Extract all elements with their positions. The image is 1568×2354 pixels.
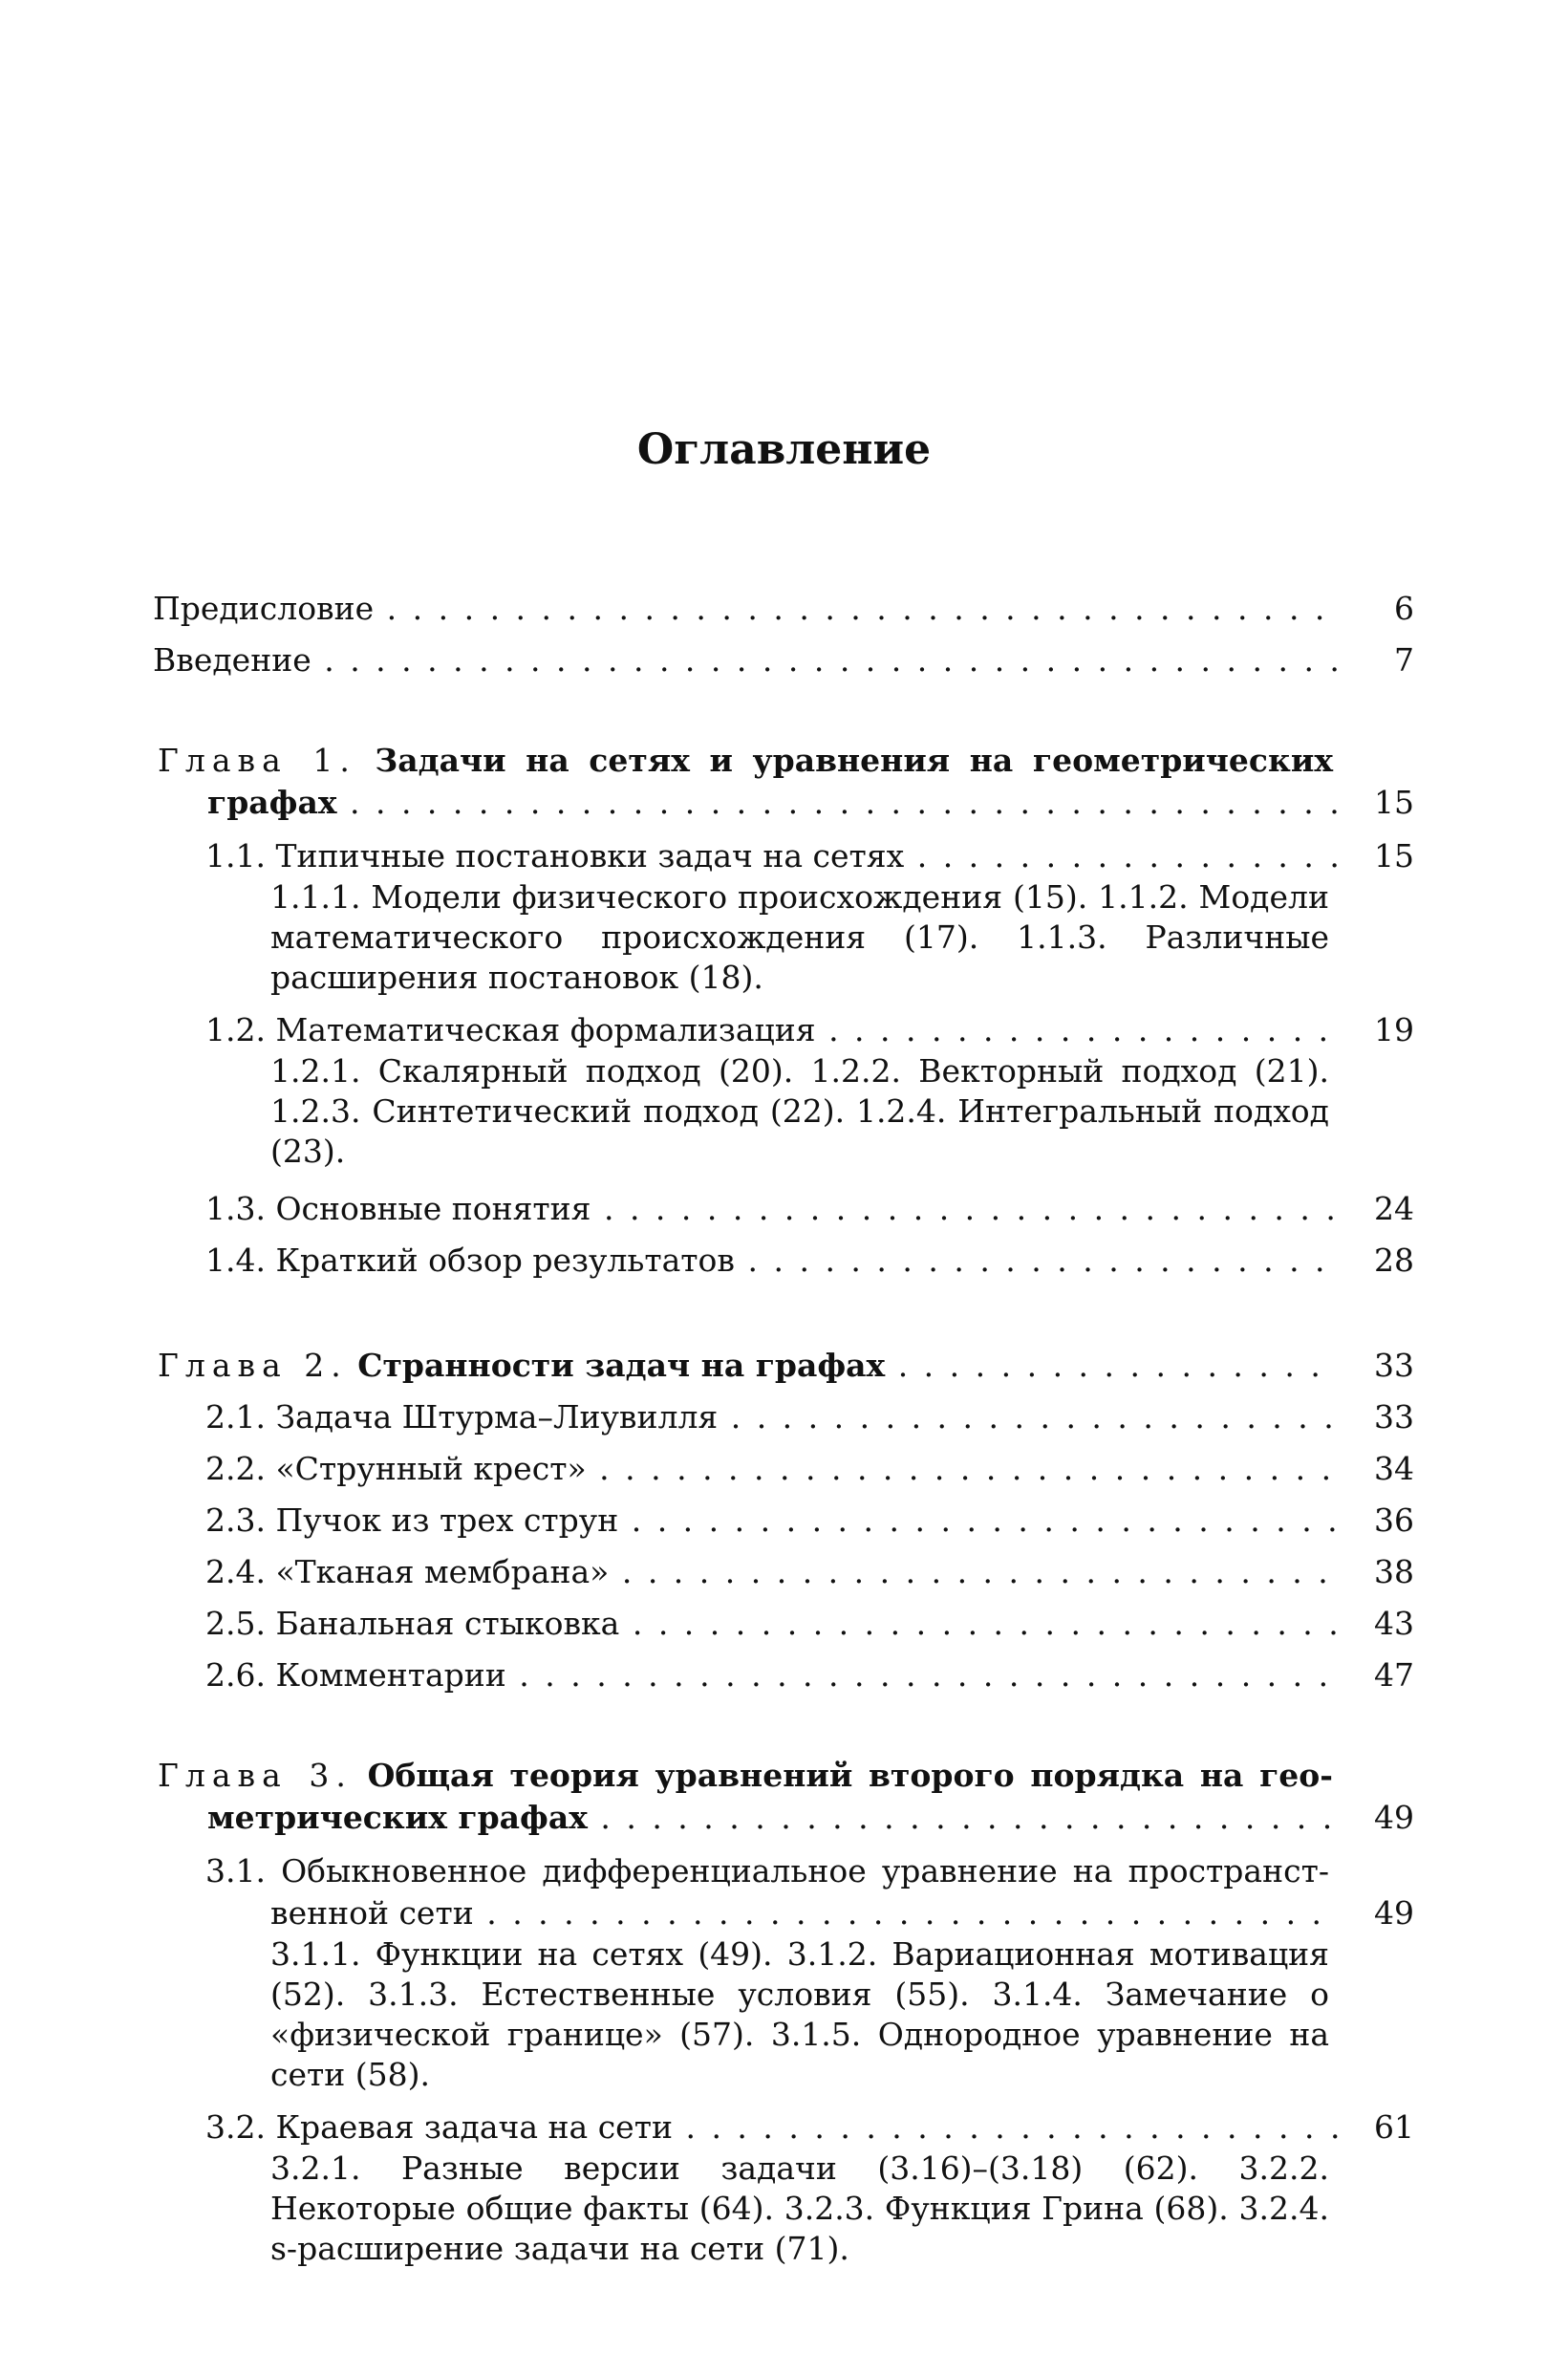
toc-section[interactable] (158, 1495, 1414, 1546)
entry-page: 34 (1374, 1450, 1414, 1487)
chapter-prefix: Глава 3. (158, 1757, 353, 1794)
entry-label: Введение (153, 641, 311, 679)
entry-page: 49 (1374, 1799, 1414, 1836)
subsection-list: 1.2.1. Скалярный подход (20). 1.2.2. Векторный подход (21). 1.2.3. Синтетический подход (22). 1.2.4. Интегральный подход (23). (270, 1052, 1329, 1170)
chapter-heading-cont[interactable] (158, 782, 1414, 824)
entry-page: 33 (1374, 1398, 1414, 1436)
entry-page: 6 (1394, 590, 1414, 627)
entry-page: 33 (1374, 1347, 1414, 1384)
entry-label: 2.2. «Струнный крест» (205, 1450, 587, 1487)
toc-entry-preface[interactable] (153, 583, 1414, 635)
entry-page: 38 (1374, 1553, 1414, 1590)
entry-page: 43 (1374, 1605, 1414, 1642)
toc-section[interactable] (158, 1546, 1414, 1598)
page-title: Оглавление (636, 425, 932, 474)
entry-label: 2.4. «Тканая мембрана» (205, 1553, 610, 1590)
subsection-list: 3.2.1. Разные версии задачи (3.16)–(3.18) (62). 3.2.2. Некоторые общие факты (64). 3.2.3. Функция Грина (68). 3.2.4. s-расширение задачи на сети (71). (270, 2149, 1329, 2267)
chapter-heading[interactable] (158, 740, 1333, 782)
table-of-contents (153, 583, 1414, 2269)
entry-label: 1.1. Типичные постановки задач на сетях (205, 837, 905, 875)
entry-page: 28 (1374, 1242, 1414, 1279)
entry-label: 1.3. Основные понятия (205, 1190, 591, 1227)
chapter-heading-cont[interactable] (158, 1797, 1414, 1839)
entry-label-cont: венной сети (270, 1894, 474, 1932)
entry-page: 49 (1374, 1894, 1414, 1932)
chapter-title-cont: метрических графах (207, 1799, 588, 1836)
entry-label: 1.4. Краткий обзор результатов (205, 1242, 736, 1279)
chapter-1 (153, 740, 1414, 1286)
toc-section[interactable] (158, 1598, 1414, 1650)
chapter-3 (153, 1755, 1414, 2269)
entry-page: 19 (1374, 1011, 1414, 1048)
entry-label: 3.2. Краевая задача на сети (205, 2108, 673, 2146)
entry-label: 2.3. Пучок из трех струн (205, 1501, 619, 1539)
toc-section[interactable] (158, 1650, 1414, 1701)
toc-section[interactable] (158, 1392, 1414, 1443)
entry-page: 7 (1394, 641, 1414, 679)
subsection-list: 3.1.1. Функции на сетях (49). 3.1.2. Вариационная мотивация (52). 3.1.3. Естественные условия (55). 3.1.4. Замечание о «физической границе» (57). 3.1.5. Однородное уравнение на сети (58). (270, 1935, 1329, 2093)
entry-label: 2.5. Банальная стыковка (205, 1605, 620, 1642)
toc-section[interactable] (158, 2106, 1414, 2149)
entry-label: 2.1. Задача Штурма–Лиувилля (205, 1398, 719, 1436)
toc-section[interactable] (158, 835, 1414, 877)
toc-section[interactable] (158, 1009, 1414, 1051)
chapter-2 (153, 1340, 1414, 1701)
entry-label: 1.2. Математическая формализация (205, 1011, 816, 1048)
entry-label: Предисловие (153, 590, 375, 627)
entry-page: 24 (1374, 1190, 1414, 1227)
toc-section[interactable] (158, 1443, 1414, 1495)
chapter-title: Странности задач на графах (357, 1347, 886, 1384)
toc-entry-introduction[interactable] (153, 635, 1414, 686)
toc-section[interactable] (158, 1235, 1414, 1286)
entry-page: 15 (1374, 784, 1414, 821)
entry-page: 15 (1374, 837, 1414, 875)
chapter-prefix: Глава 1. (158, 742, 356, 779)
chapter-prefix: Глава 2. (158, 1347, 348, 1384)
chapter-title: Общая теория уравнений второго порядка на гео- (367, 1757, 1333, 1794)
chapter-heading[interactable] (158, 1755, 1333, 1797)
chapter-title-cont: графах (207, 784, 337, 821)
entry-page: 61 (1374, 2108, 1414, 2146)
subsection-list: 1.1.1. Модели физического происхождения (15). 1.1.2. Модели математического происхождения (17). 1.1.3. Различные расширения постановок (18). (270, 878, 1329, 996)
entry-page: 36 (1374, 1501, 1414, 1539)
entry-label: 2.6. Комментарии (205, 1656, 506, 1694)
entry-page: 47 (1374, 1656, 1414, 1694)
chapter-heading[interactable] (158, 1340, 1414, 1392)
toc-section[interactable] (158, 1850, 1414, 1934)
entry-label: 3.1. Обыкновенное дифференциальное уравнение на пространст- (205, 1852, 1329, 1890)
chapter-title: Задачи на сетях и уравнения на геометрических (375, 742, 1333, 779)
toc-section[interactable] (158, 1183, 1414, 1235)
